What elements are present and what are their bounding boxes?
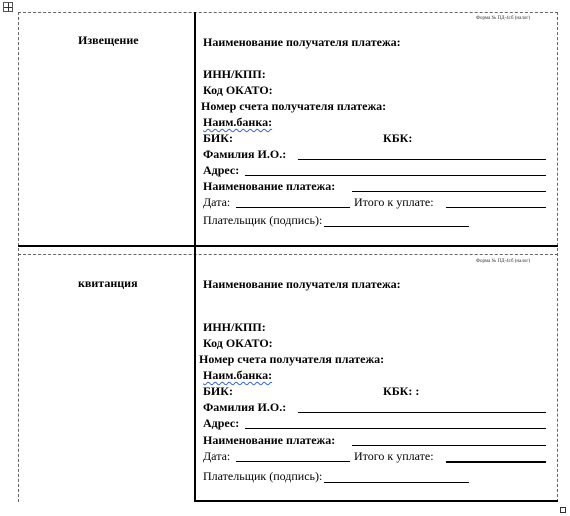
notice-fio-field[interactable] — [298, 159, 546, 160]
notice-form-label: Форма № ПД-4сб (налог) — [476, 16, 531, 21]
receipt-address-field[interactable] — [245, 428, 546, 429]
receipt-form-label: Форма № ПД-4сб (налог) — [476, 259, 531, 264]
top-dashed-border — [18, 12, 558, 13]
table-move-handle-icon[interactable] — [3, 2, 13, 12]
middle-solid-separator — [18, 245, 558, 247]
notice-payment-name-label: Наименование платежа: — [203, 179, 336, 193]
notice-payer-label: Плательщик (подпись): — [203, 213, 323, 227]
notice-kbk-label: КБК: — [383, 131, 413, 145]
notice-title: Извещение — [78, 33, 139, 47]
receipt-total-field[interactable] — [446, 461, 546, 463]
notice-address-field[interactable] — [245, 175, 546, 176]
notice-account-label: Номер счета получателя платежа: — [201, 99, 387, 113]
middle-dashed-border — [18, 254, 558, 255]
receipt-date-label: Дата: — [203, 449, 231, 463]
receipt-payer-signature-field[interactable] — [324, 482, 469, 483]
receipt-okato-label: Код ОКАТО: — [203, 336, 273, 350]
right-dashed-border — [557, 12, 558, 502]
notice-payment-name-field[interactable] — [352, 191, 546, 192]
receipt-inn-label: ИНН/КПП: — [203, 320, 266, 334]
receipt-bik-label: БИК: — [203, 384, 233, 398]
notice-date-label: Дата: — [203, 195, 231, 209]
receipt-bank-label: Наим.банка: — [203, 368, 273, 382]
notice-total-field[interactable] — [446, 207, 546, 208]
notice-okato-label: Код ОКАТО: — [203, 83, 273, 97]
notice-payer-signature-field[interactable] — [324, 226, 469, 227]
receipt-account-label: Номер счета получателя платежа: — [199, 352, 385, 366]
notice-inn-label: ИНН/КПП: — [203, 67, 266, 81]
left-dashed-border — [18, 12, 19, 502]
receipt-payment-name-field[interactable] — [352, 445, 546, 446]
receipt-total-label: Итого к уплате: — [354, 449, 434, 463]
notice-fio-label: Фамилия И.О.: — [203, 147, 287, 161]
receipt-payment-name-label: Наименование платежа: — [203, 433, 336, 447]
notice-bik-label: БИК: — [203, 131, 233, 145]
notice-address-label: Адрес: — [203, 163, 240, 177]
receipt-payer-label: Плательщик (подпись): — [203, 469, 323, 483]
receipt-address-label: Адрес: — [203, 416, 240, 430]
receipt-date-field[interactable] — [236, 461, 350, 462]
receipt-recipient-label: Наименование получателя платежа: — [203, 277, 401, 291]
receipt-title: квитанция — [78, 276, 138, 290]
receipt-kbk-label: КБК: : — [383, 384, 420, 398]
bottom-solid-border — [194, 500, 558, 502]
notice-date-field[interactable] — [236, 207, 350, 208]
notice-recipient-label: Наименование получателя платежа: — [203, 35, 401, 49]
receipt-fio-field[interactable] — [298, 412, 546, 413]
column-separator — [194, 12, 196, 502]
table-resize-handle-icon[interactable] — [560, 507, 566, 513]
notice-total-label: Итого к уплате: — [354, 195, 434, 209]
notice-bank-label: Наим.банка: — [203, 115, 273, 129]
receipt-fio-label: Фамилия И.О.: — [203, 400, 287, 414]
